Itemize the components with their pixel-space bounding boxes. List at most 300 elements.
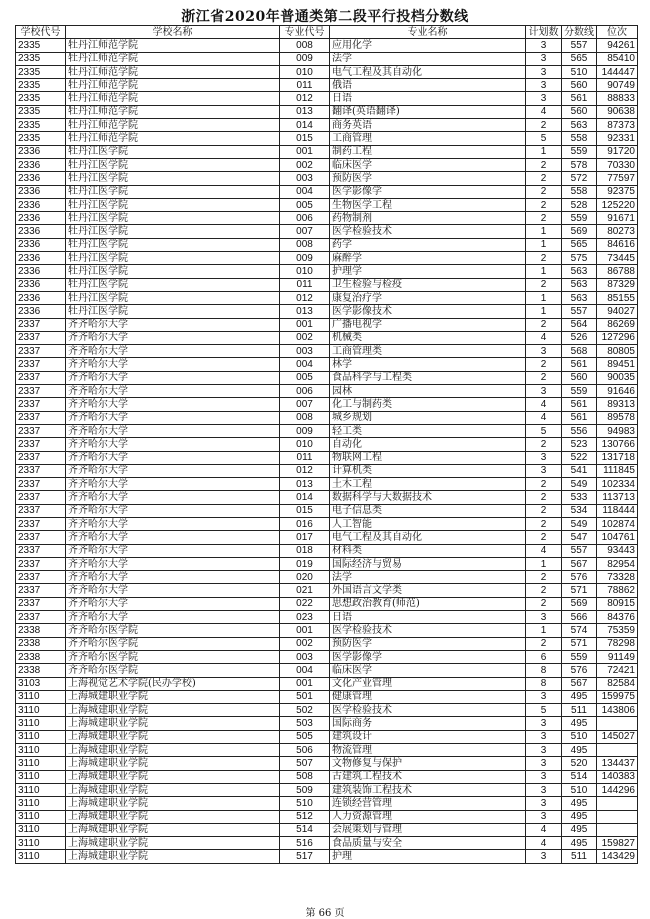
header-school-code: 学校代号 <box>16 26 66 39</box>
major-code-cell: 017 <box>280 531 330 544</box>
school-name-cell: 齐齐哈尔大学 <box>66 371 280 384</box>
table-row <box>16 757 638 770</box>
plan-count-cell: 3 <box>526 797 562 810</box>
school-code-cell: 2337 <box>16 424 66 437</box>
school-name-cell: 上海城建职业学院 <box>66 690 280 703</box>
score-line-cell: 559 <box>562 145 597 158</box>
score-line-cell: 557 <box>562 39 597 52</box>
plan-count-cell: 3 <box>526 464 562 477</box>
major-code-cell: 508 <box>280 770 330 783</box>
rank-cell: 90035 <box>597 371 638 384</box>
rank-cell: 84376 <box>597 611 638 624</box>
table-row <box>16 464 638 477</box>
major-name-cell: 健康管理 <box>330 690 526 703</box>
score-line-cell: 549 <box>562 478 597 491</box>
table-row <box>16 664 638 677</box>
plan-count-cell: 2 <box>526 504 562 517</box>
major-name-cell: 制药工程 <box>330 145 526 158</box>
score-line-cell: 533 <box>562 491 597 504</box>
header-major-code: 专业代号 <box>280 26 330 39</box>
major-name-cell: 日语 <box>330 92 526 105</box>
score-line-cell: 520 <box>562 757 597 770</box>
score-line-cell: 569 <box>562 597 597 610</box>
school-code-cell: 2336 <box>16 265 66 278</box>
school-code-cell: 2337 <box>16 611 66 624</box>
major-name-cell: 食品质量与安全 <box>330 837 526 850</box>
rank-cell <box>597 717 638 730</box>
table-row <box>16 704 638 717</box>
major-name-cell: 护理学 <box>330 265 526 278</box>
major-code-cell: 014 <box>280 119 330 132</box>
school-code-cell: 3110 <box>16 837 66 850</box>
rank-cell: 86269 <box>597 318 638 331</box>
school-code-cell: 2336 <box>16 305 66 318</box>
plan-count-cell: 2 <box>526 637 562 650</box>
school-name-cell: 齐齐哈尔医学院 <box>66 664 280 677</box>
school-name-cell: 上海城建职业学院 <box>66 823 280 836</box>
major-name-cell: 工商管理类 <box>330 345 526 358</box>
major-name-cell: 医学检验技术 <box>330 704 526 717</box>
school-name-cell: 齐齐哈尔医学院 <box>66 650 280 663</box>
score-line-cell: 559 <box>562 650 597 663</box>
score-line-cell: 523 <box>562 438 597 451</box>
table-row <box>16 584 638 597</box>
score-line-cell: 541 <box>562 464 597 477</box>
school-code-cell: 2336 <box>16 172 66 185</box>
rank-cell: 111845 <box>597 464 638 477</box>
plan-count-cell: 2 <box>526 158 562 171</box>
major-name-cell: 临床医学 <box>330 158 526 171</box>
score-line-cell: 511 <box>562 850 597 863</box>
school-code-cell: 3110 <box>16 823 66 836</box>
score-line-cell: 561 <box>562 358 597 371</box>
school-name-cell: 齐齐哈尔大学 <box>66 517 280 530</box>
rank-cell: 85410 <box>597 52 638 65</box>
plan-count-cell: 8 <box>526 664 562 677</box>
major-name-cell: 会展策划与管理 <box>330 823 526 836</box>
rank-cell: 94261 <box>597 39 638 52</box>
major-code-cell: 502 <box>280 704 330 717</box>
major-name-cell: 法学 <box>330 571 526 584</box>
plan-count-cell: 3 <box>526 345 562 358</box>
major-name-cell: 机械类 <box>330 331 526 344</box>
table-row <box>16 411 638 424</box>
major-name-cell: 建筑装饰工程技术 <box>330 783 526 796</box>
score-line-cell: 571 <box>562 584 597 597</box>
plan-count-cell: 1 <box>526 238 562 251</box>
admission-score-table <box>15 25 638 864</box>
plan-count-cell: 2 <box>526 278 562 291</box>
score-line-cell: 549 <box>562 517 597 530</box>
school-name-cell: 牡丹江医学院 <box>66 291 280 304</box>
rank-cell: 75359 <box>597 624 638 637</box>
school-name-cell: 齐齐哈尔大学 <box>66 584 280 597</box>
school-code-cell: 2337 <box>16 517 66 530</box>
plan-count-cell: 4 <box>526 105 562 118</box>
rank-cell: 78862 <box>597 584 638 597</box>
plan-count-cell: 4 <box>526 823 562 836</box>
table-row <box>16 571 638 584</box>
school-code-cell: 2336 <box>16 225 66 238</box>
table-row <box>16 823 638 836</box>
major-name-cell: 医学影像学 <box>330 185 526 198</box>
rank-cell: 145027 <box>597 730 638 743</box>
school-code-cell: 2337 <box>16 491 66 504</box>
score-line-cell: 510 <box>562 730 597 743</box>
school-code-cell: 2335 <box>16 39 66 52</box>
plan-count-cell: 4 <box>526 331 562 344</box>
table-row <box>16 544 638 557</box>
school-name-cell: 牡丹江师范学院 <box>66 119 280 132</box>
major-name-cell: 广播电视学 <box>330 318 526 331</box>
school-code-cell: 2335 <box>16 92 66 105</box>
rank-cell: 94983 <box>597 424 638 437</box>
header-score-line: 分数线 <box>562 26 597 39</box>
school-name-cell: 齐齐哈尔大学 <box>66 411 280 424</box>
table-row <box>16 52 638 65</box>
major-code-cell: 014 <box>280 491 330 504</box>
score-line-cell: 511 <box>562 704 597 717</box>
table-row <box>16 132 638 145</box>
header-rank: 位次 <box>597 26 638 39</box>
school-name-cell: 牡丹江医学院 <box>66 252 280 265</box>
major-code-cell: 003 <box>280 172 330 185</box>
major-name-cell: 思想政治教育(师范) <box>330 597 526 610</box>
major-code-cell: 013 <box>280 478 330 491</box>
rank-cell: 70330 <box>597 158 638 171</box>
major-code-cell: 022 <box>280 597 330 610</box>
table-row <box>16 650 638 663</box>
school-code-cell: 3110 <box>16 717 66 730</box>
score-line-cell: 557 <box>562 544 597 557</box>
plan-count-cell: 2 <box>526 597 562 610</box>
score-line-cell: 565 <box>562 52 597 65</box>
major-name-cell: 轻工类 <box>330 424 526 437</box>
major-name-cell: 食品科学与工程类 <box>330 371 526 384</box>
rank-cell: 93443 <box>597 544 638 557</box>
score-line-cell: 556 <box>562 424 597 437</box>
plan-count-cell: 3 <box>526 92 562 105</box>
school-name-cell: 齐齐哈尔医学院 <box>66 624 280 637</box>
school-name-cell: 齐齐哈尔大学 <box>66 597 280 610</box>
major-name-cell: 医学影像技术 <box>330 305 526 318</box>
school-code-cell: 2336 <box>16 252 66 265</box>
major-code-cell: 510 <box>280 797 330 810</box>
plan-count-cell: 3 <box>526 690 562 703</box>
major-code-cell: 501 <box>280 690 330 703</box>
major-code-cell: 005 <box>280 198 330 211</box>
school-name-cell: 齐齐哈尔大学 <box>66 398 280 411</box>
major-code-cell: 023 <box>280 611 330 624</box>
major-name-cell: 数据科学与大数据技术 <box>330 491 526 504</box>
major-code-cell: 010 <box>280 438 330 451</box>
school-code-cell: 2336 <box>16 212 66 225</box>
major-name-cell: 临床医学 <box>330 664 526 677</box>
score-line-cell: 514 <box>562 770 597 783</box>
score-line-cell: 565 <box>562 238 597 251</box>
rank-cell: 88833 <box>597 92 638 105</box>
plan-count-cell: 5 <box>526 704 562 717</box>
major-code-cell: 002 <box>280 331 330 344</box>
major-name-cell: 城乡规划 <box>330 411 526 424</box>
score-line-cell: 558 <box>562 132 597 145</box>
rank-cell: 89451 <box>597 358 638 371</box>
plan-count-cell: 3 <box>526 783 562 796</box>
page-number: 第 66 页 <box>305 908 345 919</box>
plan-count-cell: 2 <box>526 531 562 544</box>
major-name-cell: 物联网工程 <box>330 451 526 464</box>
school-name-cell: 齐齐哈尔医学院 <box>66 637 280 650</box>
table-row <box>16 105 638 118</box>
header-school-name: 学校名称 <box>66 26 280 39</box>
major-code-cell: 514 <box>280 823 330 836</box>
school-name-cell: 牡丹江师范学院 <box>66 105 280 118</box>
school-code-cell: 2337 <box>16 478 66 491</box>
table-row <box>16 770 638 783</box>
school-code-cell: 2337 <box>16 584 66 597</box>
school-code-cell: 2337 <box>16 504 66 517</box>
major-code-cell: 013 <box>280 305 330 318</box>
header-major-name: 专业名称 <box>330 26 526 39</box>
school-name-cell: 上海城建职业学院 <box>66 744 280 757</box>
school-code-cell: 2337 <box>16 544 66 557</box>
school-name-cell: 上海城建职业学院 <box>66 770 280 783</box>
score-line-cell: 575 <box>562 252 597 265</box>
rank-cell: 85155 <box>597 291 638 304</box>
major-name-cell: 预防医学 <box>330 172 526 185</box>
major-name-cell: 日语 <box>330 611 526 624</box>
school-code-cell: 2337 <box>16 398 66 411</box>
major-code-cell: 010 <box>280 65 330 78</box>
school-code-cell: 2337 <box>16 531 66 544</box>
major-name-cell: 护理 <box>330 850 526 863</box>
table-row <box>16 531 638 544</box>
plan-count-cell: 3 <box>526 451 562 464</box>
school-name-cell: 牡丹江医学院 <box>66 172 280 185</box>
major-code-cell: 001 <box>280 145 330 158</box>
table-row <box>16 265 638 278</box>
major-name-cell: 预防医学 <box>330 637 526 650</box>
score-line-cell: 534 <box>562 504 597 517</box>
plan-count-cell: 2 <box>526 119 562 132</box>
major-code-cell: 008 <box>280 411 330 424</box>
school-name-cell: 牡丹江医学院 <box>66 238 280 251</box>
major-name-cell: 化工与制药类 <box>330 398 526 411</box>
major-name-cell: 医学影像学 <box>330 650 526 663</box>
school-code-cell: 2335 <box>16 119 66 132</box>
table-row <box>16 451 638 464</box>
school-code-cell: 3110 <box>16 757 66 770</box>
major-name-cell: 药学 <box>330 238 526 251</box>
table-row <box>16 597 638 610</box>
plan-count-cell: 1 <box>526 624 562 637</box>
school-code-cell: 2336 <box>16 145 66 158</box>
school-code-cell: 2335 <box>16 79 66 92</box>
school-code-cell: 2336 <box>16 158 66 171</box>
school-code-cell: 2338 <box>16 664 66 677</box>
score-line-cell: 526 <box>562 331 597 344</box>
rank-cell: 159827 <box>597 837 638 850</box>
major-code-cell: 516 <box>280 837 330 850</box>
score-line-cell: 495 <box>562 823 597 836</box>
school-name-cell: 牡丹江师范学院 <box>66 39 280 52</box>
school-name-cell: 上海城建职业学院 <box>66 850 280 863</box>
major-code-cell: 003 <box>280 650 330 663</box>
table-row <box>16 783 638 796</box>
school-name-cell: 上海城建职业学院 <box>66 783 280 796</box>
rank-cell: 84616 <box>597 238 638 251</box>
table-row <box>16 358 638 371</box>
table-row <box>16 690 638 703</box>
school-code-cell: 2337 <box>16 331 66 344</box>
school-code-cell: 2336 <box>16 278 66 291</box>
major-name-cell: 土木工程 <box>330 478 526 491</box>
school-name-cell: 齐齐哈尔大学 <box>66 464 280 477</box>
major-code-cell: 001 <box>280 624 330 637</box>
plan-count-cell: 4 <box>526 398 562 411</box>
school-name-cell: 上海城建职业学院 <box>66 757 280 770</box>
school-name-cell: 齐齐哈尔大学 <box>66 544 280 557</box>
rank-cell <box>597 744 638 757</box>
table-row <box>16 557 638 570</box>
major-code-cell: 517 <box>280 850 330 863</box>
score-line-cell: 560 <box>562 105 597 118</box>
major-name-cell: 古建筑工程技术 <box>330 770 526 783</box>
school-name-cell: 齐齐哈尔大学 <box>66 504 280 517</box>
plan-count-cell: 2 <box>526 478 562 491</box>
plan-count-cell: 3 <box>526 770 562 783</box>
plan-count-cell: 5 <box>526 424 562 437</box>
table-row <box>16 318 638 331</box>
major-code-cell: 006 <box>280 385 330 398</box>
school-name-cell: 牡丹江师范学院 <box>66 65 280 78</box>
major-code-cell: 005 <box>280 371 330 384</box>
school-name-cell: 齐齐哈尔大学 <box>66 345 280 358</box>
score-line-cell: 528 <box>562 198 597 211</box>
school-code-cell: 3103 <box>16 677 66 690</box>
school-code-cell: 2338 <box>16 624 66 637</box>
plan-count-cell: 3 <box>526 39 562 52</box>
school-name-cell: 齐齐哈尔大学 <box>66 438 280 451</box>
school-code-cell: 2336 <box>16 198 66 211</box>
major-code-cell: 010 <box>280 265 330 278</box>
school-name-cell: 牡丹江医学院 <box>66 185 280 198</box>
table-row <box>16 291 638 304</box>
school-name-cell: 齐齐哈尔大学 <box>66 385 280 398</box>
rank-cell: 144296 <box>597 783 638 796</box>
plan-count-cell: 1 <box>526 225 562 238</box>
major-code-cell: 012 <box>280 291 330 304</box>
score-line-cell: 560 <box>562 371 597 384</box>
school-name-cell: 牡丹江师范学院 <box>66 52 280 65</box>
school-code-cell: 3110 <box>16 770 66 783</box>
school-name-cell: 齐齐哈尔大学 <box>66 611 280 624</box>
school-code-cell: 2337 <box>16 345 66 358</box>
table-row <box>16 225 638 238</box>
rank-cell: 80805 <box>597 345 638 358</box>
score-line-cell: 567 <box>562 557 597 570</box>
table-row <box>16 158 638 171</box>
major-code-cell: 001 <box>280 318 330 331</box>
school-name-cell: 牡丹江医学院 <box>66 198 280 211</box>
table-row <box>16 797 638 810</box>
rank-cell: 89313 <box>597 398 638 411</box>
table-row <box>16 491 638 504</box>
major-code-cell: 018 <box>280 544 330 557</box>
score-line-cell: 559 <box>562 212 597 225</box>
school-name-cell: 齐齐哈尔大学 <box>66 358 280 371</box>
score-line-cell: 566 <box>562 611 597 624</box>
plan-count-cell: 1 <box>526 305 562 318</box>
plan-count-cell: 2 <box>526 571 562 584</box>
rank-cell: 102334 <box>597 478 638 491</box>
plan-count-cell: 2 <box>526 318 562 331</box>
plan-count-cell: 3 <box>526 757 562 770</box>
table-row <box>16 517 638 530</box>
rank-cell: 113713 <box>597 491 638 504</box>
major-name-cell: 工商管理 <box>330 132 526 145</box>
plan-count-cell: 3 <box>526 611 562 624</box>
rank-cell: 80273 <box>597 225 638 238</box>
table-row <box>16 611 638 624</box>
table-row <box>16 424 638 437</box>
page-title: 浙江省2020年普通类第二段平行投档分数线 <box>181 9 469 25</box>
table-row <box>16 850 638 863</box>
major-code-cell: 009 <box>280 424 330 437</box>
rank-cell: 140383 <box>597 770 638 783</box>
school-name-cell: 齐齐哈尔大学 <box>66 424 280 437</box>
score-line-cell: 578 <box>562 158 597 171</box>
school-code-cell: 2335 <box>16 65 66 78</box>
major-code-cell: 013 <box>280 105 330 118</box>
plan-count-cell: 3 <box>526 52 562 65</box>
table-row <box>16 65 638 78</box>
school-name-cell: 上海城建职业学院 <box>66 730 280 743</box>
table-row <box>16 504 638 517</box>
plan-count-cell: 2 <box>526 185 562 198</box>
school-code-cell: 2337 <box>16 371 66 384</box>
table-row <box>16 624 638 637</box>
table-row <box>16 39 638 52</box>
major-code-cell: 506 <box>280 744 330 757</box>
score-line-cell: 571 <box>562 637 597 650</box>
major-name-cell: 人工智能 <box>330 517 526 530</box>
major-code-cell: 019 <box>280 557 330 570</box>
rank-cell: 94027 <box>597 305 638 318</box>
school-name-cell: 牡丹江医学院 <box>66 158 280 171</box>
rank-cell: 118444 <box>597 504 638 517</box>
plan-count-cell: 4 <box>526 837 562 850</box>
rank-cell: 134437 <box>597 757 638 770</box>
school-name-cell: 齐齐哈尔大学 <box>66 491 280 504</box>
score-line-cell: 495 <box>562 717 597 730</box>
school-name-cell: 牡丹江医学院 <box>66 305 280 318</box>
score-line-cell: 560 <box>562 79 597 92</box>
rank-cell: 104761 <box>597 531 638 544</box>
major-name-cell: 计算机类 <box>330 464 526 477</box>
table-row <box>16 119 638 132</box>
major-code-cell: 021 <box>280 584 330 597</box>
score-line-cell: 495 <box>562 797 597 810</box>
major-name-cell: 俄语 <box>330 79 526 92</box>
school-name-cell: 齐齐哈尔大学 <box>66 557 280 570</box>
rank-cell: 90638 <box>597 105 638 118</box>
rank-cell: 92331 <box>597 132 638 145</box>
table-row <box>16 331 638 344</box>
score-line-cell: 510 <box>562 65 597 78</box>
major-name-cell: 园林 <box>330 385 526 398</box>
table-row <box>16 305 638 318</box>
